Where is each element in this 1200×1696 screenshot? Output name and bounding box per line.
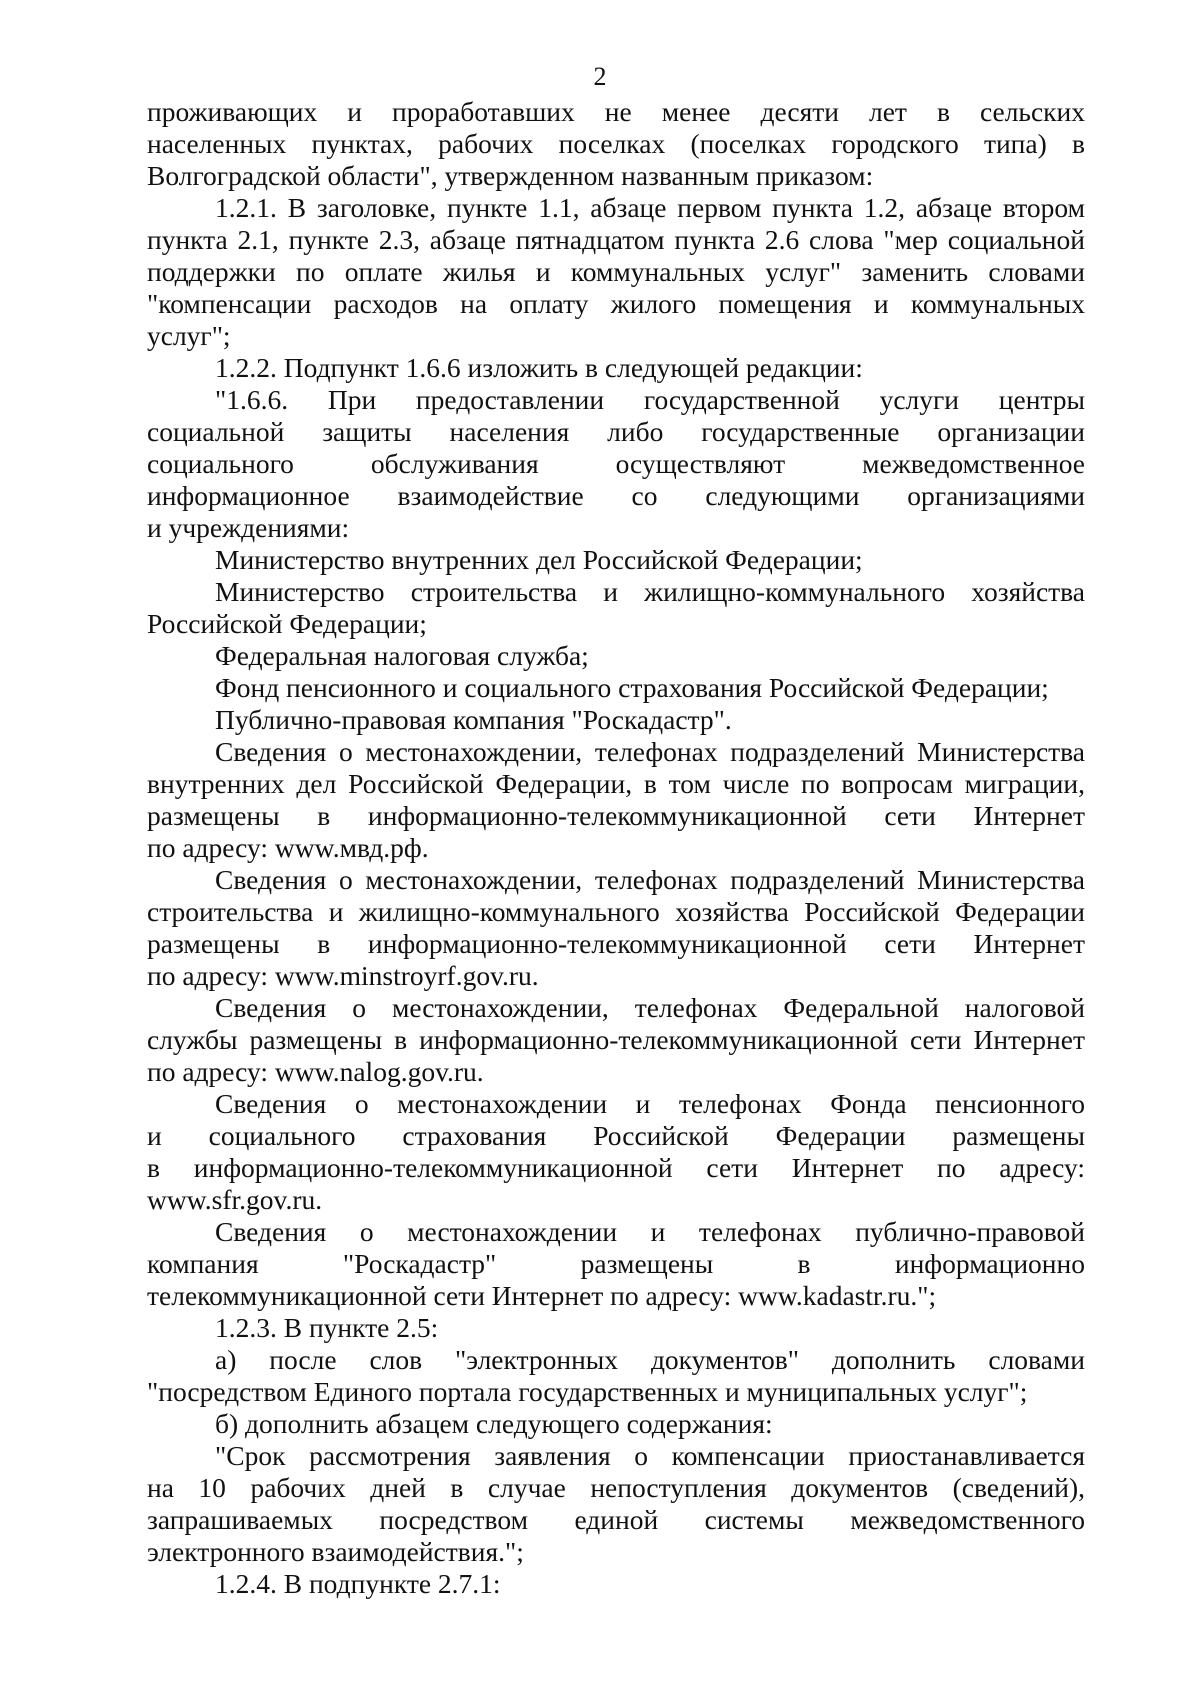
paragraph: [147, 1344, 1085, 1408]
text-line: информационное взаимодействие со следующими организациями: [147, 480, 1085, 511]
paragraph: [147, 1216, 1085, 1312]
text-line: службы размещены в информационно-телекоммуникационной сети Интернет: [147, 1024, 1085, 1055]
text-line: и учреждениями:: [147, 512, 350, 543]
paragraph: [147, 672, 1085, 704]
text-line: Федеральная налоговая служба;: [215, 640, 589, 671]
text-line: телекоммуникационной сети Интернет по адресу: www.kadastr.ru.";: [147, 1280, 937, 1311]
paragraph: [147, 384, 1085, 544]
text-line: 1.2.1. В заголовке, пункте 1.1, абзаце первом пункта 1.2, абзаце втором: [215, 192, 1085, 223]
document-body: [147, 96, 1085, 1600]
paragraph: [147, 1088, 1085, 1216]
paragraph: [147, 1312, 1085, 1344]
text-line: запрашиваемых посредством единой системы межведомственного: [147, 1504, 1085, 1535]
text-line: Волгоградской области", утвержденном названным приказом:: [147, 160, 874, 191]
paragraph: [147, 736, 1085, 864]
text-line: социального обслуживания осуществляют межведомственное: [147, 448, 1085, 479]
paragraph: [147, 576, 1085, 640]
text-line: 1.2.3. В пункте 2.5:: [215, 1312, 439, 1343]
text-line: социальной защиты населения либо государственные организации: [147, 416, 1085, 447]
text-line: Публично-правовая компания "Роскадастр".: [215, 704, 732, 735]
text-line: Министерство строительства и жилищно-коммунального хозяйства: [215, 576, 1085, 607]
text-line: населенных пунктах, рабочих поселках (поселках городского типа) в: [147, 128, 1085, 159]
text-line: Сведения о местонахождении и телефонах публично-правовой: [215, 1216, 1085, 1247]
text-line: внутренних дел Российской Федерации, в том числе по вопросам миграции,: [147, 768, 1085, 799]
text-line: поддержки по оплате жилья и коммунальных услуг" заменить словами: [147, 256, 1085, 287]
text-line: строительства и жилищно-коммунального хозяйства Российской Федерации: [147, 896, 1085, 927]
text-line: по адресу: www.nalog.gov.ru.: [147, 1056, 484, 1087]
paragraph: [147, 192, 1085, 352]
text-line: и социального страхования Российской Федерации размещены: [147, 1120, 1085, 1151]
paragraph: [147, 704, 1085, 736]
text-line: Сведения о местонахождении, телефонах подразделений Министерства: [215, 736, 1085, 767]
text-line: компания "Роскадастр" размещены в информационно: [147, 1248, 1085, 1279]
text-line: Сведения о местонахождении и телефонах Фонда пенсионного: [215, 1088, 1085, 1119]
text-line: на 10 рабочих дней в случае непоступления документов (сведений),: [147, 1472, 1085, 1503]
text-line: по адресу: www.minstroyrf.gov.ru.: [147, 960, 539, 991]
paragraph: [147, 864, 1085, 992]
text-line: по адресу: www.мвд.рф.: [147, 832, 429, 863]
paragraph: [147, 640, 1085, 672]
text-line: Сведения о местонахождении, телефонах подразделений Министерства: [215, 864, 1085, 895]
paragraph: [147, 992, 1085, 1088]
text-line: размещены в информационно-телекоммуникационной сети Интернет: [147, 800, 1085, 831]
text-line: www.sfr.gov.ru.: [147, 1184, 323, 1215]
text-line: электронного взаимодействия.";: [147, 1536, 524, 1567]
text-line: "компенсации расходов на оплату жилого помещения и коммунальных: [147, 288, 1085, 319]
text-line: б) дополнить абзацем следующего содержания:: [215, 1408, 773, 1439]
paragraph: [147, 352, 1085, 384]
text-line: размещены в информационно-телекоммуникационной сети Интернет: [147, 928, 1085, 959]
text-line: "Срок рассмотрения заявления о компенсации приостанавливается: [215, 1440, 1085, 1471]
text-line: в информационно-телекоммуникационной сети Интернет по адресу:: [147, 1152, 1085, 1183]
text-line: проживающих и проработавших не менее десяти лет в сельских: [147, 96, 1085, 127]
paragraph: [147, 1440, 1085, 1568]
text-line: Российской Федерации;: [147, 608, 427, 639]
paragraph: [147, 1408, 1085, 1440]
paragraph: [147, 96, 1085, 192]
text-line: а) после слов "электронных документов" дополнить словами: [215, 1344, 1085, 1375]
text-line: Сведения о местонахождении, телефонах Федеральной налоговой: [215, 992, 1085, 1023]
text-line: Фонд пенсионного и социального страхования Российской Федерации;: [215, 672, 1049, 703]
text-line: 1.2.2. Подпункт 1.6.6 изложить в следующей редакции:: [215, 352, 863, 383]
text-line: пункта 2.1, пункте 2.3, абзаце пятнадцатом пункта 2.6 слова "мер социальной: [147, 224, 1085, 255]
text-line: Министерство внутренних дел Российской Федерации;: [215, 544, 863, 575]
text-line: 1.2.4. В подпункте 2.7.1:: [215, 1568, 501, 1599]
text-line: "посредством Единого портала государственных и муниципальных услуг";: [147, 1376, 1028, 1407]
paragraph: [147, 1568, 1085, 1600]
page-number: 2: [593, 62, 607, 91]
paragraph: [147, 544, 1085, 576]
text-line: услуг";: [147, 320, 231, 351]
text-line: "1.6.6. При предоставлении государственной услуги центры: [215, 384, 1085, 415]
